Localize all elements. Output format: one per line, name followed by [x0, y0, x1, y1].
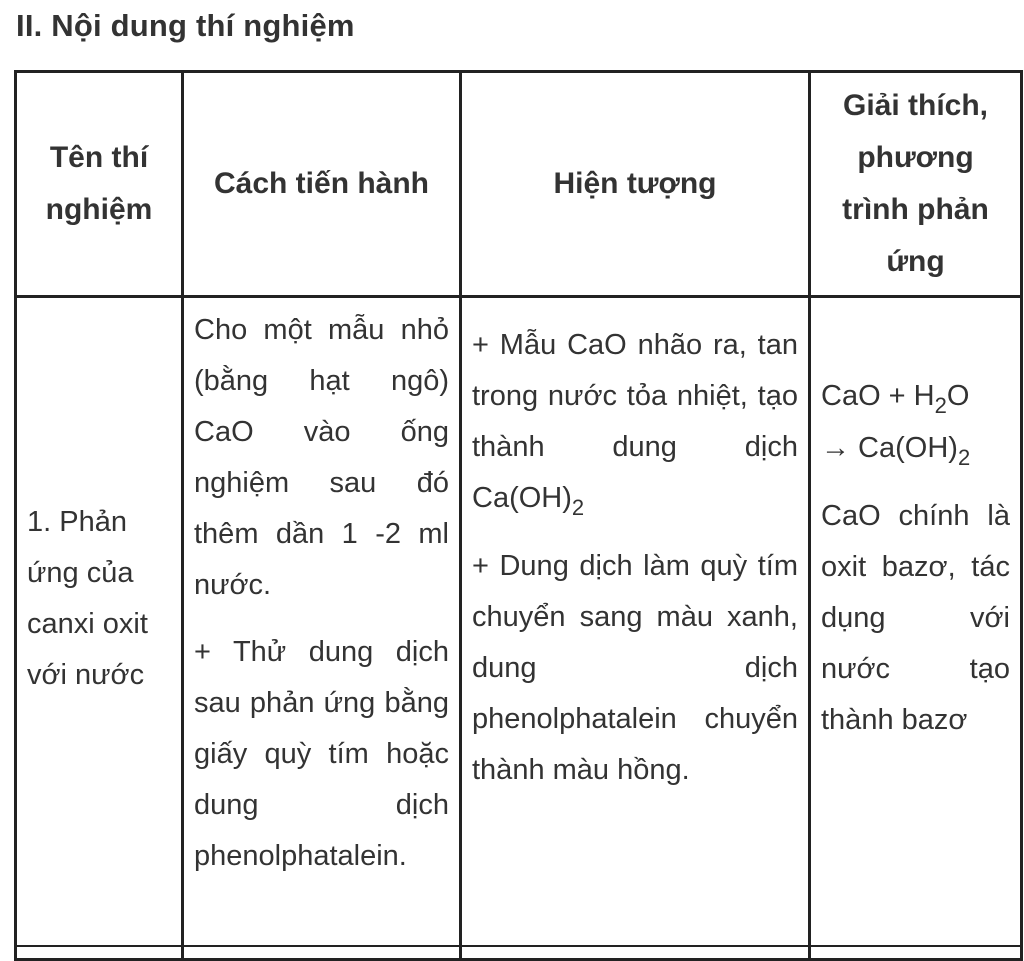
header-phenomenon-label: Hiện tượng	[553, 167, 717, 200]
equation	[821, 371, 1010, 475]
header-name-label: Tên thí nghiệm	[45, 141, 153, 226]
experiment-name: 1. Phản ứng của canxi oxit với nước	[27, 506, 148, 691]
header-phenomenon	[461, 72, 810, 297]
equation-rhs-subscript: 2	[957, 444, 971, 470]
equation-lhs-subscript: 2	[934, 392, 947, 418]
header-method-label: Cách tiến hành	[213, 167, 430, 200]
equation-lhs: CaO + H	[821, 379, 935, 412]
method-text	[184, 305, 459, 882]
table-header-row	[16, 72, 1022, 297]
experiment-table	[14, 70, 1023, 961]
equation-lhs-end: O	[946, 379, 970, 412]
header-explanation-label: Giải thích, phương trình phản ứng	[842, 89, 989, 278]
phenomenon-paragraph-1-text: + Mẫu CaO nhão ra, tan trong nước tỏa nhiệt, tạo thành dung dịch Ca(OH)	[472, 329, 798, 514]
equation-rhs: → Ca(OH)	[821, 431, 958, 464]
section-heading: II. Nội dung thí nghiệm	[16, 8, 355, 43]
header-name	[16, 72, 183, 297]
explanation-paragraph: CaO chính là oxit bazơ, tác dụng với nước tạo thành bazơ	[821, 499, 1010, 736]
phenomenon-paragraph-2: + Dung dịch làm quỳ tím chuyển sang màu xanh, dung dịch phenolphatalein chuyển thành màu hồng.	[472, 550, 798, 786]
phenomenon-text	[462, 320, 808, 796]
equation-products	[821, 423, 1010, 475]
equation-reactants	[821, 371, 1010, 423]
cell-explanation	[810, 297, 1022, 960]
header-method	[183, 72, 461, 297]
phenomenon-subscript: 2	[571, 495, 585, 520]
cell-name	[16, 297, 183, 960]
explanation-text	[811, 371, 1020, 746]
cell-method	[183, 297, 461, 960]
header-explanation	[810, 72, 1022, 297]
table-row	[16, 297, 1022, 960]
method-paragraph-1: Cho một mẫu nhỏ (bằng hạt ngô) CaO vào ống nghiệm sau đó thêm dần 1 -2 ml nước.	[194, 313, 449, 601]
cell-phenomenon	[461, 297, 810, 960]
phenomenon-paragraph-1	[472, 320, 798, 525]
method-paragraph-2: + Thử dung dịch sau phản ứng bằng giấy quỳ tím hoặc dung dịch phenolphatalein.	[194, 635, 449, 872]
